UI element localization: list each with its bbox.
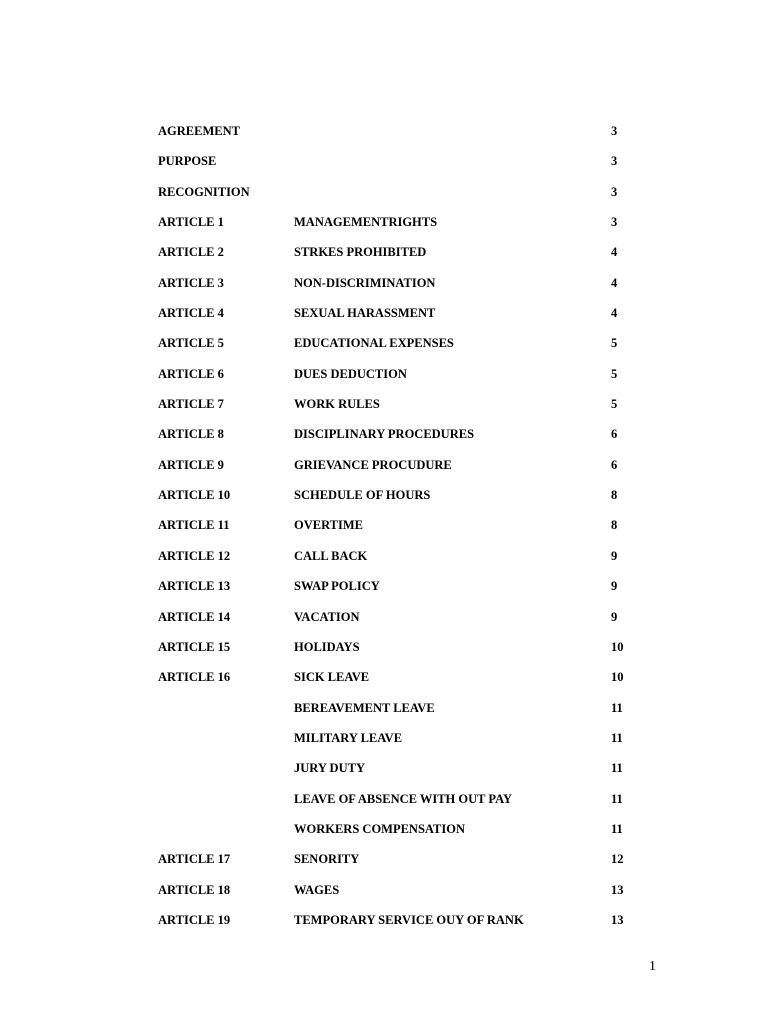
- toc-section-title: MANAGEMENTRIGHTS: [294, 215, 438, 230]
- toc-page-number: 6: [611, 457, 618, 472]
- toc-row: [158, 335, 628, 365]
- toc-article-label: ARTICLE 17: [158, 852, 231, 867]
- toc-page-number: 9: [611, 579, 618, 594]
- toc-page-number: 13: [611, 912, 624, 927]
- toc-page-number: 3: [611, 184, 618, 199]
- toc-article-label: ARTICLE 10: [158, 488, 231, 503]
- toc-page-number: 12: [611, 852, 624, 867]
- toc-section-title: BEREAVEMENT LEAVE: [294, 700, 435, 715]
- toc-row: [158, 153, 628, 183]
- toc-row: [158, 123, 628, 153]
- toc-row: [158, 487, 628, 517]
- toc-article-label: ARTICLE 7: [158, 397, 224, 412]
- toc-page-number: 8: [611, 518, 618, 533]
- toc-page-number: 10: [611, 670, 624, 685]
- toc-section-title: WAGES: [294, 882, 340, 897]
- toc-section-title: SENORITY: [294, 852, 360, 867]
- toc-row: [158, 882, 628, 912]
- toc-article-label: ARTICLE 18: [158, 882, 231, 897]
- toc-row: [158, 305, 628, 335]
- toc-row: [158, 214, 628, 244]
- toc-page-number: 11: [611, 821, 623, 836]
- toc-section-title: NON-DISCRIMINATION: [294, 275, 436, 290]
- toc-page-number: 4: [611, 275, 618, 290]
- toc-article-label: ARTICLE 19: [158, 912, 231, 927]
- toc-page-number: 4: [611, 245, 618, 260]
- toc-row: [158, 426, 628, 456]
- toc-row: [158, 821, 628, 851]
- toc-row: [158, 244, 628, 274]
- toc-row: [158, 578, 628, 608]
- toc-page-number: 5: [611, 397, 618, 412]
- toc-section-title: TEMPORARY SERVICE OUY OF RANK: [294, 912, 524, 927]
- toc-section-title: MILITARY LEAVE: [294, 730, 403, 745]
- toc-row: [158, 457, 628, 487]
- toc-page-number: 11: [611, 730, 623, 745]
- toc-page-number: 6: [611, 427, 618, 442]
- toc-page-number: 8: [611, 488, 618, 503]
- toc-article-label: ARTICLE 5: [158, 336, 224, 351]
- toc-page-number: 4: [611, 306, 618, 321]
- toc-page-number: 11: [611, 761, 623, 776]
- toc-article-label: ARTICLE 12: [158, 548, 231, 563]
- toc-section-title: SWAP POLICY: [294, 579, 380, 594]
- toc-page-number: 5: [611, 336, 618, 351]
- toc-page-number: 13: [611, 882, 624, 897]
- toc-page-number: 9: [611, 609, 618, 624]
- toc-row: [158, 760, 628, 790]
- toc-article-label: AGREEMENT: [158, 124, 240, 138]
- table-of-contents: [158, 123, 628, 942]
- toc-section-title: GRIEVANCE PROCUDURE: [294, 457, 452, 472]
- toc-row: [158, 669, 628, 699]
- toc-section-title: JURY DUTY: [294, 761, 365, 776]
- toc-section-title: WORKERS COMPENSATION: [294, 821, 465, 836]
- toc-page-number: 3: [611, 124, 618, 138]
- toc-article-label: ARTICLE 13: [158, 579, 231, 594]
- toc-section-title: OVERTIME: [294, 518, 364, 533]
- toc-row: [158, 730, 628, 760]
- toc-article-label: ARTICLE 9: [158, 457, 224, 472]
- toc-row: [158, 184, 628, 214]
- toc-section-title: WORK RULES: [294, 397, 380, 412]
- toc-row: [158, 517, 628, 547]
- toc-section-title: DUES DEDUCTION: [294, 366, 407, 381]
- toc-section-title: LEAVE OF ABSENCE WITH OUT PAY: [294, 791, 513, 806]
- toc-page-number: 10: [611, 639, 624, 654]
- page-footer-number: 1: [649, 959, 656, 974]
- toc-section-title: VACATION: [294, 609, 360, 624]
- toc-section-title: CALL BACK: [294, 548, 368, 563]
- toc-page-number: 5: [611, 366, 618, 381]
- toc-row: [158, 609, 628, 639]
- toc-section-title: HOLIDAYS: [294, 639, 360, 654]
- toc-article-label: RECOGNITION: [158, 184, 250, 199]
- toc-row: [158, 366, 628, 396]
- toc-article-label: ARTICLE 4: [158, 306, 224, 321]
- toc-row: [158, 912, 628, 942]
- toc-page-number: 11: [611, 700, 623, 715]
- toc-article-label: ARTICLE 16: [158, 670, 231, 685]
- toc-article-label: ARTICLE 8: [158, 427, 224, 442]
- toc-page-number: 11: [611, 791, 623, 806]
- toc-page-number: 9: [611, 548, 618, 563]
- toc-article-label: ARTICLE 11: [158, 518, 230, 533]
- toc-row: [158, 639, 628, 669]
- toc-section-title: DISCIPLINARY PROCEDURES: [294, 427, 475, 442]
- toc-article-label: ARTICLE 3: [158, 275, 224, 290]
- toc-section-title: EDUCATIONAL EXPENSES: [294, 336, 454, 351]
- toc-article-label: ARTICLE 6: [158, 366, 224, 381]
- toc-row: [158, 275, 628, 305]
- toc-article-label: ARTICLE 2: [158, 245, 224, 260]
- toc-page-number: 3: [611, 215, 618, 230]
- toc-section-title: STRKES PROHIBITED: [294, 245, 427, 260]
- toc-row: [158, 791, 628, 821]
- toc-article-label: ARTICLE 15: [158, 639, 231, 654]
- toc-row: [158, 396, 628, 426]
- toc-section-title: SCHEDULE OF HOURS: [294, 488, 431, 503]
- toc-row: [158, 851, 628, 881]
- toc-section-title: SICK LEAVE: [294, 670, 370, 685]
- toc-article-label: ARTICLE 14: [158, 609, 231, 624]
- toc-article-label: PURPOSE: [158, 154, 217, 169]
- toc-row: [158, 700, 628, 730]
- toc-section-title: SEXUAL HARASSMENT: [294, 306, 436, 321]
- toc-article-label: ARTICLE 1: [158, 215, 224, 230]
- toc-row: [158, 548, 628, 578]
- toc-page-number: 3: [611, 154, 618, 169]
